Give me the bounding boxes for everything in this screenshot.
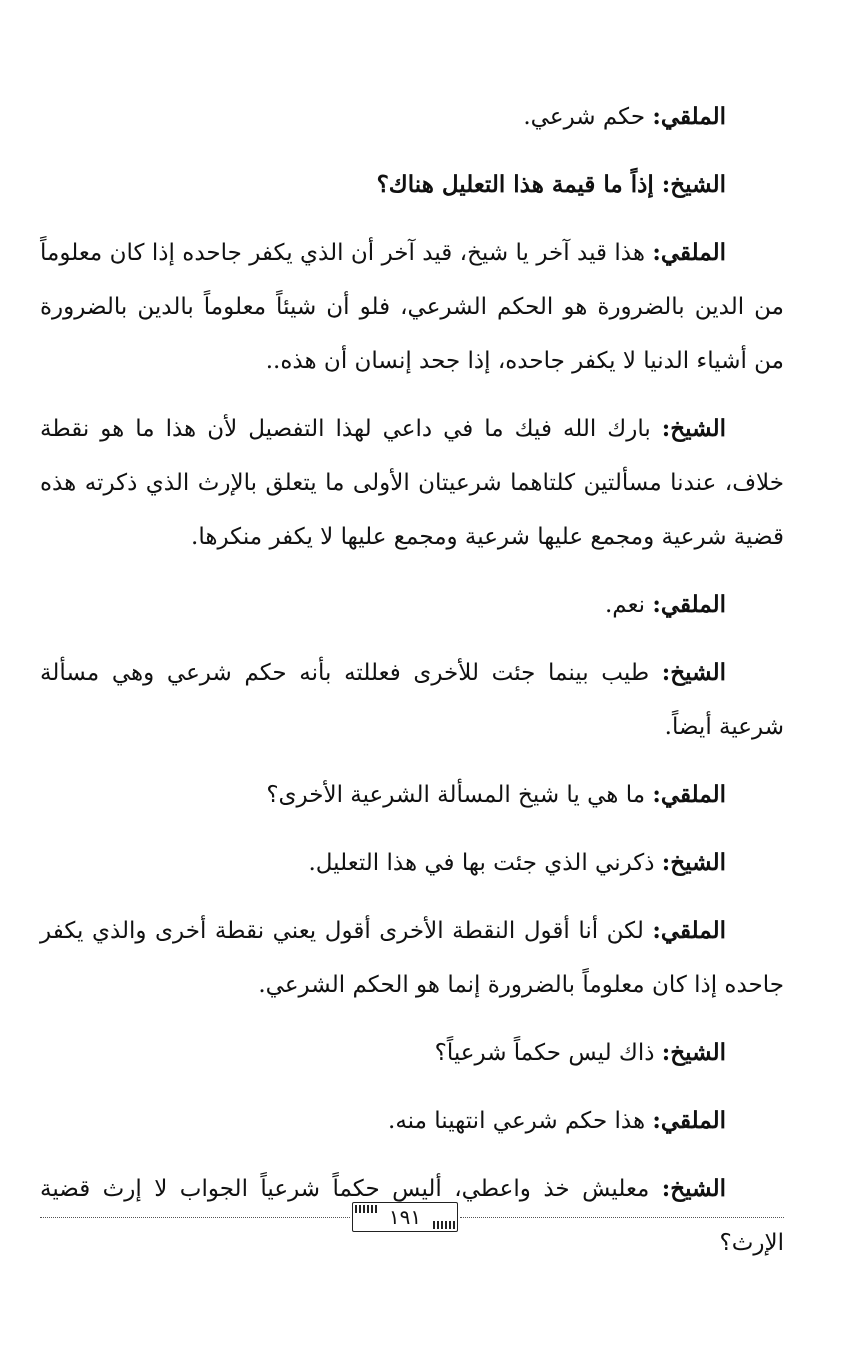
speaker-label: الشيخ: (661, 659, 726, 686)
speaker-label: الملقي: (652, 591, 726, 618)
dialogue-paragraph (40, 1094, 784, 1148)
paragraph-text: طيب بينما جئت للأخرى فعللته بأنه حكم شرعي وهي مسألة شرعية أيضاً. (40, 660, 784, 740)
dialogue-paragraph (40, 578, 784, 632)
speaker-label: الشيخ: (661, 849, 726, 876)
footer-dotted-rule-right (460, 1217, 784, 1218)
dialogue-paragraph (40, 158, 784, 212)
paragraph-text: هذا قيد آخر يا شيخ، قيد آخر أن الذي يكفر جاحده إذا كان معلوماً من الدين بالضرورة هو الحكم الشرعي، فلو أن شيئاً معلوماً بالدين بالضرورة من أشياء الدنيا لا يكفر جاحده، إذا جحد إنسان أن هذه.. (40, 240, 784, 374)
dialogue-paragraph (40, 836, 784, 890)
footer-dotted-rule-left (40, 1217, 350, 1218)
page-footer (40, 1198, 784, 1238)
dialogue-paragraph (40, 768, 784, 822)
speaker-label: الملقي: (652, 103, 726, 130)
dialogue-paragraph (40, 646, 784, 754)
paragraph-text: لكن أنا أقول النقطة الأخرى أقول يعني نقطة أخرى والذي يكفر جاحده إذا كان معلوماً بالضرورة إنما هو الحكم الشرعي. (40, 918, 784, 998)
dialogue-paragraph (40, 1026, 784, 1080)
paragraph-text: نعم. (604, 592, 653, 618)
paragraph-text: إذاً ما قيمة هذا التعليل هناك؟ (376, 171, 662, 198)
book-page-body (40, 90, 784, 1284)
page-number: ١٩١ (388, 1205, 422, 1229)
speaker-label: الشيخ: (661, 1039, 726, 1066)
paragraph-text: حكم شرعي. (523, 104, 653, 130)
dialogue-paragraph (40, 226, 784, 388)
speaker-label: الملقي: (652, 781, 726, 808)
paragraph-text: بارك الله فيك ما في داعي لهذا التفصيل لأن هذا ما هو نقطة خلاف، عندنا مسألتين كلتاهما شرعيتان الأولى ما يتعلق بالإرث الذي ذكرته هذه قضية شرعية ومجمع عليها شرعية ومجمع عليها لا يكفر منكرها. (40, 416, 784, 550)
page-number-frame (352, 1202, 458, 1232)
dialogue-paragraph (40, 402, 784, 564)
paragraph-text: ما هي يا شيخ المسألة الشرعية الأخرى؟ (266, 782, 653, 808)
speaker-label: الملقي: (652, 1107, 726, 1134)
paragraph-text: ذكرني الذي جئت بها في هذا التعليل. (308, 850, 662, 876)
paragraph-text: معليش خذ واعطي، أليس حكماً شرعياً الجواب لا إرث قضية الإرث؟ (40, 1176, 784, 1256)
paragraph-text: ذاك ليس حكماً شرعياً؟ (434, 1040, 662, 1066)
dialogue-paragraph (40, 90, 784, 144)
speaker-label: الملقي: (652, 917, 726, 944)
dialogue-paragraph (40, 904, 784, 1012)
speaker-label: الشيخ: (661, 171, 726, 198)
speaker-label: الملقي: (652, 239, 726, 266)
speaker-label: الشيخ: (661, 415, 726, 442)
paragraph-text: هذا حكم شرعي انتهينا منه. (388, 1108, 653, 1134)
speaker-label: الشيخ: (661, 1175, 726, 1202)
